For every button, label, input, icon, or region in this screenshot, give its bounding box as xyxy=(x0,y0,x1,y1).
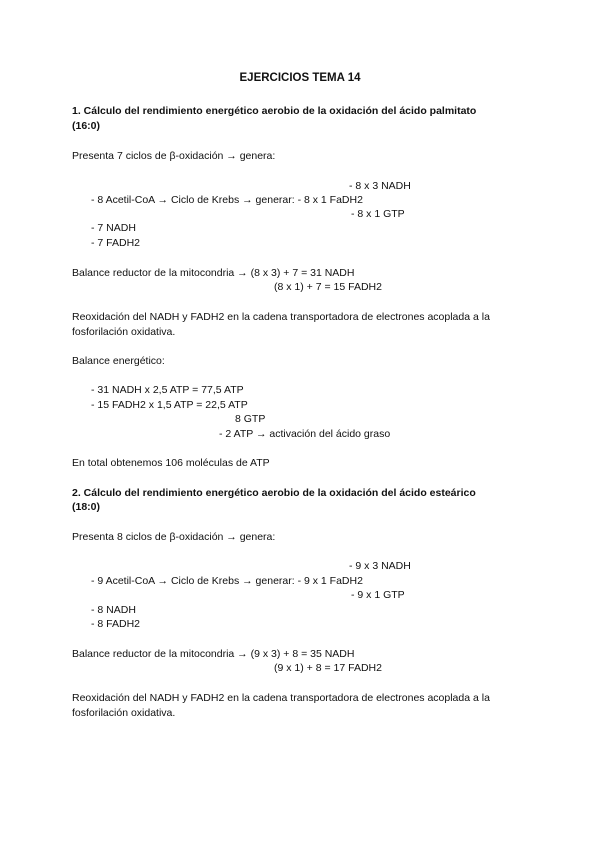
ex2-fadh2-item: - 8 FADH2 xyxy=(91,618,141,630)
ex1-heading-formula: (16:0) xyxy=(72,120,101,132)
ex2-krebs-gtp: - 9 x 1 GTP xyxy=(351,589,405,601)
ex2-balance-reductor-fadh2: (9 x 1) + 8 = 17 FADH2 xyxy=(274,662,382,674)
ex1-fadh2-item: - 7 FADH2 xyxy=(91,237,141,249)
ex2-reoxidation-cont: fosforilación oxidativa. xyxy=(72,707,176,719)
ex1-energy-activation: - 2 ATP → activación del ácido graso xyxy=(219,428,391,440)
ex2-balance-reductor: Balance reductor de la mitocondria → (9 x 3) + 8 = 35 NADH xyxy=(72,648,355,660)
ex1-reoxidation-cont: fosforilación oxidativa. xyxy=(72,326,176,338)
ex1-reoxidation: Reoxidación del NADH y FADH2 en la cadena transportadora de electrones acoplada a la xyxy=(72,311,490,323)
ex2-intro: Presenta 8 ciclos de β-oxidación → genera: xyxy=(72,531,276,543)
ex1-energy-nadh: - 31 NADH x 2,5 ATP = 77,5 ATP xyxy=(91,384,244,396)
ex2-reoxidation: Reoxidación del NADH y FADH2 en la cadena transportadora de electrones acoplada a la xyxy=(72,692,490,704)
page-title: EJERCICIOS TEMA 14 xyxy=(239,72,361,84)
ex1-energy-fadh2: - 15 FADH2 x 1,5 ATP = 22,5 ATP xyxy=(91,399,248,411)
ex2-acetil-line: - 9 Acetil-CoA → Ciclo de Krebs → generar: - 9 x 1 FaDH2 xyxy=(91,575,363,587)
ex1-krebs-nadh: - 8 x 3 NADH xyxy=(349,180,411,192)
ex1-energy-gtp: 8 GTP xyxy=(235,413,266,425)
ex1-nadh-item: - 7 NADH xyxy=(91,222,136,234)
ex1-balance-energetico: Balance energético: xyxy=(72,355,165,367)
ex1-balance-reductor: Balance reductor de la mitocondria → (8 x 3) + 7 = 31 NADH xyxy=(72,267,355,279)
ex1-balance-reductor-fadh2: (8 x 1) + 7 = 15 FADH2 xyxy=(274,281,382,293)
ex2-heading: 2. Cálculo del rendimiento energético aerobio de la oxidación del ácido esteárico xyxy=(72,487,476,499)
ex1-heading: 1. Cálculo del rendimiento energético aerobio de la oxidación del ácido palmitato xyxy=(72,105,477,117)
ex1-total: En total obtenemos 106 moléculas de ATP xyxy=(72,457,270,469)
ex1-intro: Presenta 7 ciclos de β-oxidación → genera: xyxy=(72,150,276,162)
ex1-krebs-gtp: - 8 x 1 GTP xyxy=(351,208,405,220)
ex2-krebs-nadh: - 9 x 3 NADH xyxy=(349,560,411,572)
ex2-heading-formula: (18:0) xyxy=(72,501,101,513)
ex1-acetil-line: - 8 Acetil-CoA → Ciclo de Krebs → generar: - 8 x 1 FaDH2 xyxy=(91,194,363,206)
ex2-nadh-item: - 8 NADH xyxy=(91,604,136,616)
